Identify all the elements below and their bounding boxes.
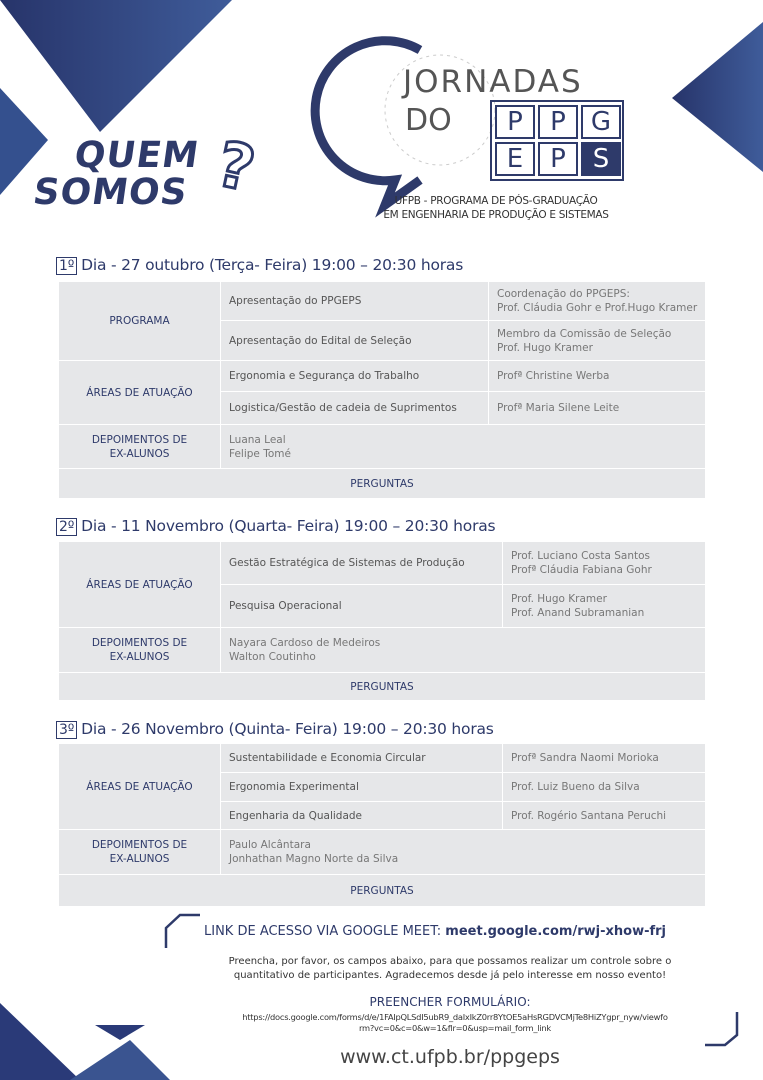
day2-title — [56, 517, 495, 536]
day1-title — [56, 256, 463, 275]
people-cell: Profª Maria Silene Leite — [488, 391, 706, 425]
logo-letter: P — [495, 105, 535, 139]
row-header: DEPOIMENTOS DE EX-ALUNOS — [58, 829, 221, 875]
alumnus: Jonhathan Magno Norte da Silva — [229, 853, 399, 865]
topic-cell: Ergonomia e Segurança do Trabalho — [220, 360, 489, 392]
logo-ppgeps — [490, 100, 624, 181]
day-title-text: Dia - 11 Novembro (Quarta- Feira) 19:00 – 20:30 horas — [81, 517, 496, 535]
row-header: PROGRAMA — [58, 281, 221, 361]
subtitle-line: UFPB - PROGRAMA DE PÓS-GRADUAÇÃO — [394, 195, 598, 207]
url-line[interactable]: rm?vc=0&c=0&w=1&flr=0&usp=mail_form_link — [359, 1023, 551, 1033]
topic-cell: Ergonomia Experimental — [220, 772, 503, 802]
alumnus: Felipe Tomé — [229, 447, 291, 460]
people-cell: Profª Sandra Naomi Morioka — [502, 743, 706, 773]
day3-title — [56, 720, 494, 739]
logo-letter: S — [581, 142, 621, 176]
row-header: DEPOIMENTOS DE EX-ALUNOS — [58, 627, 221, 673]
logo-jornadas: JORNADAS — [403, 64, 583, 100]
logo-letter: G — [581, 105, 621, 139]
alumni-cell — [220, 829, 706, 875]
form-note — [180, 955, 720, 983]
day-title-text: Dia - 27 outubro (Terça- Feira) 19:00 – 20:30 horas — [81, 256, 464, 274]
topic-cell: Apresentação do PPGEPS — [220, 281, 489, 321]
subtitle-line: EM ENGENHARIA DE PRODUÇÃO E SISTEMAS — [383, 209, 609, 221]
people-cell — [488, 281, 706, 321]
person: Prof. Cláudia Gohr e Prof.Hugo Kramer — [497, 302, 698, 314]
meet-link[interactable]: meet.google.com/rwj-xhow-frj — [445, 924, 667, 939]
row-header: ÁREAS DE ATUAÇÃO — [58, 541, 221, 628]
quem-text: QUEM — [71, 135, 202, 176]
person: Coordenação do PPGEPS: — [497, 288, 630, 300]
logo-letter: E — [495, 142, 535, 176]
day-number: 3º — [56, 721, 77, 739]
perguntas-row: PERGUNTAS — [58, 468, 706, 499]
form-url[interactable] — [170, 1012, 740, 1034]
people-cell — [502, 584, 706, 628]
alumni-cell — [220, 627, 706, 673]
meet-label: LINK DE ACESSO VIA GOOGLE MEET: — [204, 924, 442, 939]
topic-cell: Sustentabilidade e Economia Circular — [220, 743, 503, 773]
meet-line — [204, 924, 666, 939]
row-header: ÁREAS DE ATUAÇÃO — [58, 360, 221, 425]
program-subtitle — [362, 194, 630, 222]
perguntas-row: PERGUNTAS — [58, 874, 706, 907]
quem-somos-heading — [30, 135, 202, 213]
topic-cell: Apresentação do Edital de Seleção — [220, 320, 489, 361]
row-header: DEPOIMENTOS DE EX-ALUNOS — [58, 424, 221, 469]
row-header: ÁREAS DE ATUAÇÃO — [58, 743, 221, 830]
note-line: quantitativo de participantes. Agradecemos desde já pelo interesse em nosso evento! — [233, 970, 667, 981]
logo-do: DO — [405, 103, 452, 138]
alumnus: Luana Leal — [229, 433, 286, 446]
day-number: 2º — [56, 518, 77, 536]
url-line[interactable]: https://docs.google.com/forms/d/e/1FAIpQLSdI5ubR9_daIxIkZ0rr8YtOE5aHsRGDVCMjTe8HiZYgpr_nyw/viewfo — [242, 1012, 668, 1022]
day-number: 1º — [56, 257, 77, 275]
logo-letter: P — [538, 105, 578, 139]
day-title-text: Dia - 26 Novembro (Quinta- Feira) 19:00 – 20:30 horas — [81, 720, 494, 738]
people-cell: Prof. Rogério Santana Peruchi — [502, 801, 706, 830]
alumnus: Walton Coutinho — [229, 651, 316, 663]
person: Prof. Luciano Costa Santos — [511, 550, 651, 562]
people-cell: Profª Christine Werba — [488, 360, 706, 392]
topic-cell: Logistica/Gestão de cadeia de Suprimentos — [220, 391, 489, 425]
day2-table — [58, 541, 706, 701]
people-cell — [502, 541, 706, 585]
question-mark: ? — [210, 127, 262, 206]
alumnus: Nayara Cardoso de Medeiros — [229, 637, 381, 649]
day1-table — [58, 281, 706, 499]
day3-table — [58, 743, 706, 907]
note-line: Preencha, por favor, os campos abaixo, para que possamos realizar um controle sobre o — [228, 956, 672, 967]
people-cell: Prof. Luiz Bueno da Silva — [502, 772, 706, 802]
person: Prof. Hugo Kramer — [511, 593, 607, 605]
somos-text: SOMOS — [30, 172, 191, 213]
logo-letter: P — [538, 142, 578, 176]
topic-cell: Engenharia da Qualidade — [220, 801, 503, 830]
perguntas-row: PERGUNTAS — [58, 672, 706, 701]
person: Membro da Comissão de Seleção — [497, 327, 672, 340]
topic-cell: Pesquisa Operacional — [220, 584, 503, 628]
form-label: PREENCHER FORMULÁRIO: — [369, 995, 531, 1009]
person: Prof. Hugo Kramer — [497, 341, 593, 354]
alumnus: Paulo Alcântara — [229, 839, 311, 851]
people-cell — [488, 320, 706, 361]
alumni-cell — [220, 424, 706, 469]
website-link[interactable]: www.ct.ufpb.br/ppgeps — [340, 1046, 560, 1068]
person: Prof. Anand Subramanian — [511, 607, 645, 619]
person: Profª Cláudia Fabiana Gohr — [511, 564, 652, 576]
topic-cell: Gestão Estratégica de Sistemas de Produção — [220, 541, 503, 585]
